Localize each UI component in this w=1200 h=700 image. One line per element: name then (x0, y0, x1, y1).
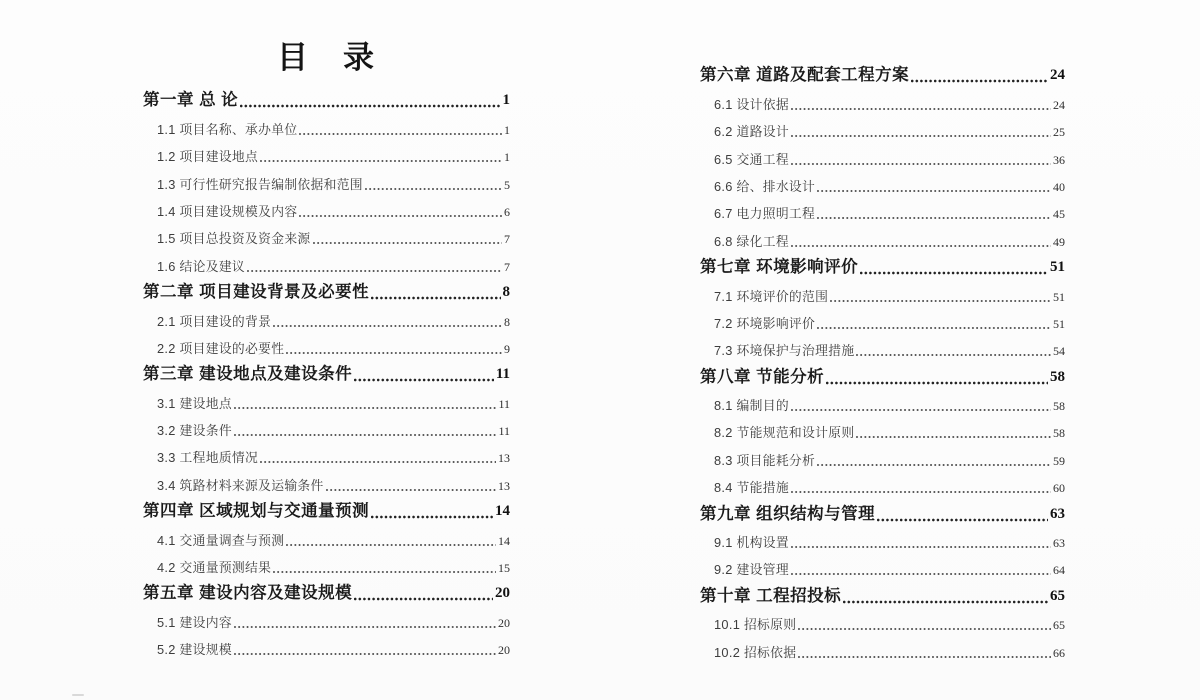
toc-entry-label: 2.2 项目建设的必要性 (157, 340, 285, 356)
toc-entry-page: 58 (1050, 368, 1065, 385)
dot-leader (817, 215, 1051, 221)
toc-entry-label: 6.7 电力照明工程 (714, 206, 816, 222)
toc-entry (700, 578, 1065, 605)
toc-entry (700, 633, 1065, 660)
toc-entry (700, 168, 1065, 195)
dot-leader (843, 599, 1048, 605)
toc-entry-page: 51 (1053, 316, 1065, 331)
dot-leader (286, 350, 502, 356)
dot-leader (234, 651, 496, 657)
toc-entry-page: 14 (495, 503, 510, 520)
toc-entry (700, 140, 1065, 167)
toc-entry-label: 2.1 项目建设的背景 (157, 313, 272, 329)
dot-leader (798, 626, 1051, 632)
toc-entry-label: 5.1 建设内容 (157, 614, 232, 630)
toc-entry (143, 439, 510, 466)
dot-leader (830, 298, 1051, 304)
toc-entry-label: 9.1 机构设置 (714, 535, 789, 551)
dot-leader (877, 517, 1048, 523)
toc-entry-page: 51 (1053, 289, 1065, 304)
toc-entry-page: 7 (504, 232, 510, 247)
toc-entry (700, 414, 1065, 441)
dot-leader (856, 434, 1051, 440)
toc-entry-label: 7.2 环境影响评价 (714, 315, 816, 331)
toc-entry (143, 631, 510, 658)
toc-entry-label: 6.8 绿化工程 (714, 233, 789, 249)
toc-entry-page: 9 (504, 341, 510, 356)
dot-leader (791, 243, 1051, 249)
dot-leader (817, 188, 1051, 194)
toc-entry (143, 110, 510, 137)
dot-leader (260, 459, 496, 465)
toc-entry-page: 59 (1053, 453, 1065, 468)
toc-entry (143, 357, 510, 384)
toc-entry-label: 9.2 建设管理 (714, 562, 789, 578)
toc-entry-page: 24 (1050, 67, 1065, 84)
toc-entry-page: 54 (1053, 344, 1065, 359)
toc-entry-page: 20 (498, 643, 510, 658)
toc-entry-page: 45 (1053, 207, 1065, 222)
toc-entry-label: 3.1 建设地点 (157, 395, 232, 411)
toc-entry-label: 1.2 项目建设地点 (157, 149, 259, 165)
toc-entry-page: 60 (1053, 481, 1065, 496)
toc-entry-label: 3.2 建设条件 (157, 423, 232, 439)
dot-leader (313, 240, 502, 246)
toc-entry (143, 494, 510, 521)
toc-entry (700, 250, 1065, 277)
toc-entry (700, 113, 1065, 140)
toc-entry-label: 6.6 给、排水设计 (714, 178, 816, 194)
toc-entry-label: 8.3 项目能耗分析 (714, 452, 816, 468)
toc-entry (143, 603, 510, 630)
scan-artifact-mark (72, 694, 84, 696)
dot-leader (791, 407, 1051, 413)
toc-entry-label: 7.3 环境保护与治理措施 (714, 343, 855, 359)
toc-entry-label: 5.2 建设规模 (157, 642, 232, 658)
toc-entry-label: 3.3 工程地质情况 (157, 450, 259, 466)
toc-entry (143, 549, 510, 576)
toc-entry (700, 222, 1065, 249)
dot-leader (273, 323, 502, 329)
toc-entry-label: 10.2 招标依据 (714, 644, 797, 660)
toc-entry-page: 11 (498, 396, 510, 411)
dot-leader (860, 270, 1048, 276)
toc-entry-label: 8.2 节能规范和设计原则 (714, 425, 855, 441)
toc-entry (143, 247, 510, 274)
toc-entry (700, 277, 1065, 304)
toc-entry-label: 1.1 项目名称、承办单位 (157, 121, 298, 137)
toc-entry-label: 8.1 编制目的 (714, 398, 789, 414)
toc-entry-page: 40 (1053, 179, 1065, 194)
toc-column-right (700, 58, 1065, 661)
dot-leader (299, 131, 502, 137)
toc-entry-page: 64 (1053, 563, 1065, 578)
toc-entry-page: 14 (498, 533, 510, 548)
toc-entry-label: 6.2 道路设计 (714, 124, 789, 140)
toc-entry-page: 25 (1053, 125, 1065, 140)
toc-entry-label: 8.4 节能措施 (714, 480, 789, 496)
toc-entry (143, 302, 510, 329)
toc-entry-label: 第五章 建设内容及建设规模 (143, 584, 353, 603)
dot-leader (260, 158, 502, 164)
toc-entry-page: 20 (498, 615, 510, 630)
toc-entry-page: 11 (498, 424, 510, 439)
dot-leader (856, 352, 1051, 358)
toc-entry-label: 第十章 工程招投标 (700, 586, 842, 605)
toc-entry (143, 412, 510, 439)
toc-entry (700, 332, 1065, 359)
dot-leader (371, 295, 500, 301)
toc-entry-page: 1 (504, 122, 510, 137)
dot-leader (240, 103, 500, 109)
toc-entry-label: 第六章 道路及配套工程方案 (700, 66, 910, 85)
dot-leader (234, 432, 497, 438)
toc-entry (700, 551, 1065, 578)
toc-entry (143, 521, 510, 548)
dot-leader (791, 544, 1051, 550)
toc-entry (143, 165, 510, 192)
toc-entry-label: 第八章 节能分析 (700, 367, 825, 386)
toc-entry-label: 第四章 区域规划与交通量预测 (143, 502, 370, 521)
toc-entry (143, 220, 510, 247)
toc-entry-label: 第九章 组织结构与管理 (700, 504, 876, 523)
toc-entry-label: 1.5 项目总投资及资金来源 (157, 231, 311, 247)
toc-entry-page: 6 (504, 204, 510, 219)
toc-entry-page: 1 (502, 92, 510, 109)
toc-entry (700, 524, 1065, 551)
toc-entry (700, 85, 1065, 112)
toc-entry-label: 3.4 筑路材料来源及运输条件 (157, 477, 324, 493)
dot-leader (365, 186, 502, 192)
toc-entry-label: 4.2 交通量预测结果 (157, 560, 272, 576)
dot-leader (273, 569, 496, 575)
toc-entry-page: 1 (504, 150, 510, 165)
toc-entry-page: 7 (504, 259, 510, 274)
toc-entry-page: 13 (498, 451, 510, 466)
toc-entry-label: 10.1 招标原则 (714, 617, 797, 633)
toc-entry-label: 第三章 建设地点及建设条件 (143, 365, 353, 384)
toc-entry-page: 11 (495, 366, 510, 383)
dot-leader (354, 377, 494, 383)
toc-entry-page: 66 (1053, 645, 1065, 660)
toc-entry-page: 58 (1053, 399, 1065, 414)
dot-leader (286, 542, 496, 548)
toc-entry-page: 65 (1053, 618, 1065, 633)
toc-entry-page: 51 (1050, 259, 1065, 276)
toc-entry-page: 65 (1050, 587, 1065, 604)
toc-entry (700, 469, 1065, 496)
dot-leader (234, 624, 496, 630)
dot-leader (791, 106, 1051, 112)
toc-entry (700, 496, 1065, 523)
toc-entry-label: 1.6 结论及建议 (157, 258, 246, 274)
toc-entry (700, 359, 1065, 386)
dot-leader (326, 487, 496, 493)
toc-entry-page: 36 (1053, 152, 1065, 167)
toc-entry (143, 576, 510, 603)
dot-leader (234, 405, 497, 411)
dot-leader (354, 596, 493, 602)
toc-entry (143, 193, 510, 220)
dot-leader (911, 78, 1048, 84)
toc-entry-label: 第一章 总 论 (143, 91, 239, 110)
toc-entry (143, 275, 510, 302)
toc-entry-page: 24 (1053, 97, 1065, 112)
dot-leader (826, 380, 1048, 386)
toc-entry (143, 466, 510, 493)
dot-leader (791, 161, 1051, 167)
toc-entry-page: 20 (495, 585, 510, 602)
dot-leader (299, 213, 502, 219)
toc-entry (143, 83, 510, 110)
toc-entry-page: 58 (1053, 426, 1065, 441)
toc-entry-label: 1.3 可行性研究报告编制依据和范围 (157, 176, 363, 192)
toc-entry-page: 5 (504, 177, 510, 192)
toc-entry-page: 49 (1053, 234, 1065, 249)
toc-entry-label: 6.5 交通工程 (714, 151, 789, 167)
toc-entry-label: 7.1 环境评价的范围 (714, 288, 829, 304)
dot-leader (817, 325, 1051, 331)
dot-leader (791, 489, 1051, 495)
toc-entry-page: 63 (1053, 536, 1065, 551)
toc-entry (143, 138, 510, 165)
dot-leader (798, 654, 1051, 660)
toc-entry (700, 387, 1065, 414)
toc-column-left (143, 83, 510, 658)
toc-entry-label: 第七章 环境影响评价 (700, 258, 859, 277)
toc-entry-label: 第二章 项目建设背景及必要性 (143, 283, 370, 302)
toc-entry-page: 8 (504, 314, 510, 329)
toc-entry (143, 384, 510, 411)
dot-leader (791, 571, 1051, 577)
toc-entry (700, 606, 1065, 633)
toc-entry (700, 305, 1065, 332)
toc-entry-page: 63 (1050, 505, 1065, 522)
toc-entry-label: 6.1 设计依据 (714, 96, 789, 112)
toc-entry (143, 330, 510, 357)
dot-leader (817, 462, 1051, 468)
toc-entry-page: 13 (498, 478, 510, 493)
toc-entry-label: 1.4 项目建设规模及内容 (157, 203, 298, 219)
toc-page-title: 目 录 (277, 40, 376, 75)
toc-entry-label: 4.1 交通量调查与预测 (157, 532, 285, 548)
toc-entry-page: 8 (502, 284, 510, 301)
toc-entry (700, 195, 1065, 222)
dot-leader (371, 514, 493, 520)
toc-entry (700, 441, 1065, 468)
toc-entry-page: 15 (498, 561, 510, 576)
dot-leader (791, 133, 1051, 139)
toc-entry (700, 58, 1065, 85)
dot-leader (247, 268, 502, 274)
